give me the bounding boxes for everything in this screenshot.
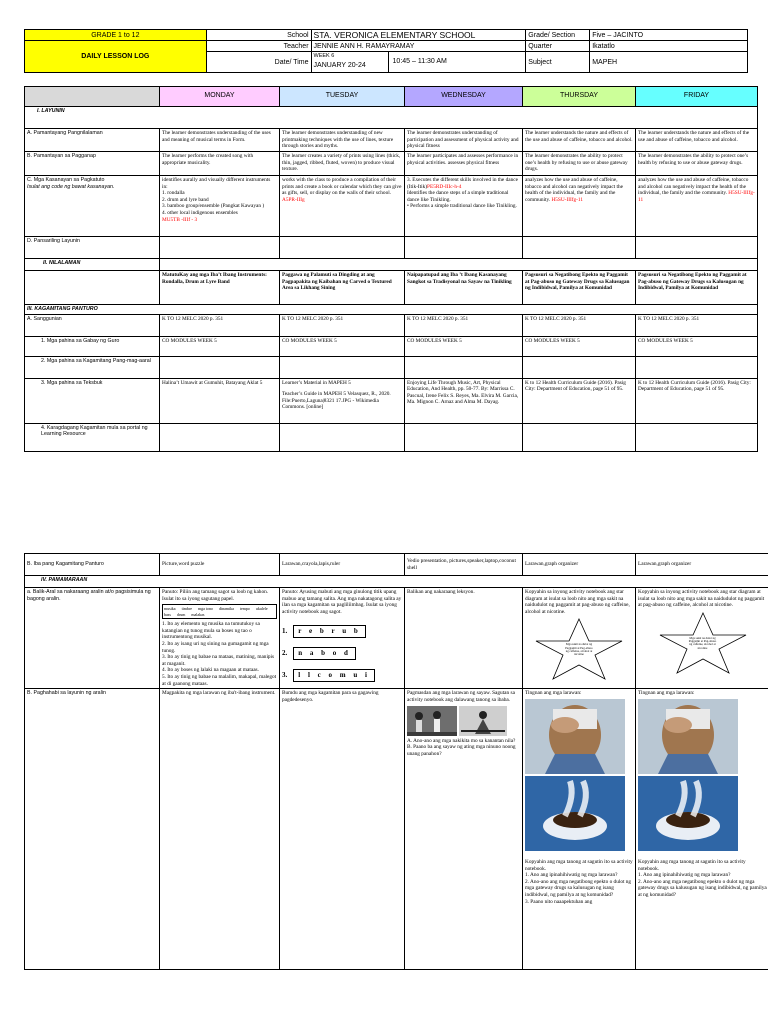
school-name: STA. VERONICA ELEMENTARY SCHOOL: [311, 30, 526, 41]
competency-code-mon: MU5TB -IIIf - 3: [162, 216, 198, 223]
cell-empty: [25, 271, 160, 305]
cell-empty: [636, 237, 758, 259]
competency-mon-line: 4. other local indigenous ensembles: [162, 210, 238, 217]
word-choice: drum: [176, 612, 186, 618]
scramble-number: 2.: [282, 649, 288, 658]
label-pansariling-layunin: D. Pansariling Layunin: [25, 237, 160, 259]
competency-mon-line: identifies aurally and visually different instruments in:: [162, 177, 271, 190]
nilalaman-thu: Pagsusuri sa Negatibong Epekto ng Paggamit at Pag-abuso ng Gateway Drugs sa Kalusugan ng Indibidwal, Pamilya at Komunidad: [523, 271, 636, 305]
paghahabi-fri-task: Kopyahin ang mga tanong at sagutin ito sa activity notebook.: [638, 858, 746, 872]
paghahabi-thu-task: Kopyahin ang mga tanong at sagutin ito sa activity notebook.: [525, 858, 633, 872]
paghahabi-thu-question: 1. Ano ang ipinahihiwatig ng mga larawan?: [525, 872, 618, 879]
balik-aral-mon-intro: Panuto: Piliin ang tamang sagot sa loob ng kahon. Isulat ito sa iyong sagutang papel.: [162, 589, 269, 602]
paghahabi-tue: Bumdu ang mga kagamitan para sa gagawing pagdedesenyo.: [280, 689, 405, 970]
balik-aral-mon: [160, 588, 280, 689]
section-layunin: I. LAYUNIN: [25, 107, 758, 129]
word-choice: malakas: [191, 612, 205, 618]
competency-thu: [523, 176, 636, 237]
content-standard-thu: The learner understands the nature and effects of the use and abuse of caffeine, tobacco and alcohol.: [523, 129, 636, 152]
competency-code-thu: H5SU-IIIfg-11: [551, 196, 584, 203]
scramble-word: n a b o d: [293, 647, 356, 660]
star-text: Mga sakit na dulot ng Paggamit at Pag-abuso ng caffeine, alcohol at nicotine: [688, 635, 717, 650]
competency-fri-text: analyzes how the use and abuse of caffeine, tobacco and alcohol can negatively impact the health of the individual, the family and the community.: [638, 177, 749, 197]
balik-aral-thu-text: Kopyahin sa inyong activity notebook ang star diagram at isulat sa loob nito ang mga sakit na naidudulot ng paggamit at pag-abuso ng caffeine, alcohol at nicotine.: [525, 589, 630, 615]
nilalaman-mon: MatutuKay ang mga Iba’t Ibang Instruments: Rondalla, Drum at Lyre Band: [160, 271, 280, 305]
nilalaman-wed: Naipapatupad ang Iba ’t Ibang Kasanayang Sangkot sa Tradisyonal na Sayaw na Tinikling: [405, 271, 523, 305]
paghahabi-thu-question: 3. Paano nito naaapektuhan ang: [525, 898, 593, 905]
grade-section-value: Five – JACINTO: [590, 30, 748, 41]
coffee-cup-photo: [638, 776, 738, 851]
sanggunian-fri: K TO 12 MELC 2020 p. 351: [636, 314, 758, 336]
dance-photo-1: [407, 706, 457, 736]
gabay-mon: CO MODULES WEEK 5: [160, 336, 280, 356]
competency-tue-text: works with the class to produce a compilation of their prints and create a book or calendar which they can give as gifts, sell, or display on the walls of their school.: [282, 177, 402, 197]
paghahabi-fri-intro: Tingnan ang mga larawan:: [638, 690, 695, 697]
balik-aral-thu: [523, 588, 636, 689]
label-gabay-ng-guro: 1. Mga pahina sa Gabay ng Guro: [25, 336, 160, 356]
teksbuk-fri: K to 12 Health Curriculum Guide (2016). Pasig City: Department of Education, page 51 of 95.: [636, 378, 758, 423]
iba-pang-fri: Larawan,graph organizer: [636, 554, 768, 576]
cell-empty: [160, 356, 280, 378]
paghahabi-wed-question: B. Paano ba ang sayaw ng ating mga ninuno noong unang panahon?: [407, 744, 516, 757]
label-pamantayang-pangnilalaman: A. Pamantayang Pangnilalaman: [25, 129, 160, 152]
word-choice: dinamika: [219, 606, 234, 612]
cell-empty: [636, 423, 758, 451]
label-balik-aral: a. Balik-Aral sa nakaraang aralin at/o pagsisimula ng bagong aralin.: [25, 588, 160, 689]
scrambled-words: [282, 625, 402, 681]
paghahabi-thu: [523, 689, 636, 970]
teacher-name: JENNIE ANN H. RAMAYRAMAY: [311, 41, 526, 52]
page-title: DAILY LESSON LOG: [25, 41, 207, 73]
cell-empty: [280, 356, 405, 378]
competency-wed: [405, 176, 523, 237]
teksbuk-tue-line: Teacher’s Guide in MAPEH 5 Velasquez, R., 2020. File:Puerto,Laguna|8321 17.JPG - Wikimedia Commons. [online]: [282, 391, 391, 411]
week-number: WEEK 6: [313, 53, 335, 59]
gabay-fri: CO MODULES WEEK 5: [636, 336, 758, 356]
paghahabi-thu-intro: Tingnan ang mga larawan:: [525, 690, 582, 697]
label-iba-pang-kagamitan: B. Iba pang Kagamitang Panturo: [25, 554, 160, 576]
label-sanggunian: A. Sanggunian: [25, 314, 160, 336]
day-wednesday: WEDNESDAY: [405, 87, 523, 107]
subject-value: MAPEH: [590, 52, 748, 73]
school-label: School: [206, 30, 311, 41]
cell-empty: [523, 356, 636, 378]
day-friday: FRIDAY: [636, 87, 758, 107]
cell-empty: [405, 237, 523, 259]
competency-code-wed: PE5RD-IIIc-h-4: [427, 183, 462, 190]
date-range: JANUARY 20-24: [313, 62, 366, 69]
section-kagamitang-panturo: III. KAGAMITANG PANTURO: [25, 305, 758, 315]
performance-standard-wed: The learner participates and assesses performance in physical activities. assesses physical fitness: [405, 152, 523, 176]
iba-pang-tue: Larawan,crayola,lapis,ruler: [280, 554, 405, 576]
sick-person-photo: [638, 699, 738, 774]
word-choice: mga tono: [198, 606, 214, 612]
scramble-number: 1.: [282, 627, 288, 636]
grade-section-label: Grade/ Section: [526, 30, 590, 41]
cell-empty: [280, 423, 405, 451]
lesson-table-page-1: [24, 86, 758, 452]
balik-aral-mon-item: 3. Ito ay tinig ng babae na mataas, matining, manipis at maganit.: [162, 654, 275, 667]
balik-aral-fri-text: Kopyahin sa inyong activity notebook ang star diagram at isulat sa loob nito ang mga sakit na naidudulot ng paggamit at pag-abuso ng caffeine, alcohol at nicotine.: [638, 589, 765, 609]
competency-code-fri: H5SU-IIIfg-11: [638, 190, 755, 203]
word-choice: ukulele: [255, 606, 268, 612]
date-time-label: Date/ Time: [206, 52, 311, 73]
cell-empty: [523, 423, 636, 451]
competency-mon-line: 3. bamboo group/ensemble (Pangkat Kawayan ): [162, 203, 265, 210]
sanggunian-thu: K TO 12 MELC 2020 p. 351: [523, 314, 636, 336]
label-kagamitang-pang-mag-aaral: 2. Mga pahina sa Kagamitang Pang-mag-aaral: [25, 356, 160, 378]
teksbuk-mon: Halina’t Umawit at Gumuhit, Batayang Aklat 5: [160, 378, 280, 423]
time-range: 10:45 – 11:30 AM: [392, 58, 447, 65]
gabay-wed: CO MODULES WEEK 5: [405, 336, 523, 356]
content-standard-tue: The learner demonstrates understanding of new printmaking techniques with the use of lines, texture through stories and myths.: [280, 129, 405, 152]
teksbuk-tue-line: Learner’s Material in MAPEH 5: [282, 379, 351, 386]
sick-person-photo: [525, 699, 625, 774]
paghahabi-fri-question: 1. Ano ang ipinahihiwatig ng mga larawan?: [638, 872, 731, 879]
competency-thu-text: analyzes how the use and abuse of caffeine, tobacco and alcohol can negatively impact the health of the individual, the family and the community.: [525, 177, 623, 203]
competency-mon-line: 2. drum and lyre band: [162, 196, 209, 203]
performance-standard-thu: The learner demonstrates the ability to protect one’s health by refusing to use or abuse gateway drugs.: [523, 152, 636, 176]
sanggunian-mon: K TO 12 MELC 2020 p. 351: [160, 314, 280, 336]
word-choice: bass: [164, 612, 171, 618]
cell-empty: [405, 356, 523, 378]
date-time-cell: [311, 52, 526, 73]
label-kasanayan-sub: Isulat ang code ng bawat kasanayan.: [27, 183, 115, 190]
content-standard-fri: The learner understands the nature and effects of the use and abuse of caffeine, tobacco and alcohol.: [636, 129, 758, 152]
nilalaman-tue: Paggawa ng Palamuti sa Dingding at ang Pagpapakita ng Kaibahan ng Carved o Textured Area sa Likhang Sining: [280, 271, 405, 305]
header-table: [24, 29, 748, 73]
teacher-label: Teacher: [206, 41, 311, 52]
balik-aral-fri: [636, 588, 768, 689]
quarter-value: Ikatatlo: [590, 41, 748, 52]
competency-wed-text: • Performs a simple traditional dance like Tinikling.: [407, 203, 517, 210]
sanggunian-wed: K TO 12 MELC 2020 p. 351: [405, 314, 523, 336]
paghahabi-wed-question: A. Ano-ano ang mga nakikita mo sa kanantan nila?: [407, 737, 516, 744]
competency-fri: [636, 176, 758, 237]
day-monday: MONDAY: [160, 87, 280, 107]
iba-pang-wed: Vedio presentation, pictures,speaker,laptop,coconut shell: [405, 554, 523, 576]
scramble-word: r e b r u b: [293, 625, 366, 638]
iba-pang-mon: Picture,word puzzle: [160, 554, 280, 576]
competency-tue: [280, 176, 405, 237]
cell-empty: [636, 356, 758, 378]
day-header-blank: [25, 87, 160, 107]
section-nilalaman: II. NILALAMAN: [25, 259, 160, 271]
dance-photos: [407, 706, 520, 736]
cell-empty: [280, 237, 405, 259]
word-choice: timbre: [181, 606, 193, 612]
balik-aral-tue-intro: Panuto: Ayusing mabuti ang mga ginulong titik upang mabuo ang tamang salita. Ang mga nakatagong salita ay ilan sa mga kagamitan sa pagliliimbag. Isulat sa iyong activity notebook ang sagot.: [282, 589, 402, 615]
balik-aral-tue: [280, 588, 405, 689]
balik-aral-mon-item: 1. Ito ay elemento ng musika na tumutukoy sa katangian ng tunog mula sa boses ng tao o instrumentong musikal.: [162, 621, 260, 641]
gabay-thu: CO MODULES WEEK 5: [523, 336, 636, 356]
paghahabi-fri-question: 2. Ano-ano ang mga negatibong epekto o dulot ng mga gateway drugs sa kalusugan ng isang indibidwal, ng pamilya at ng komunidad?: [638, 878, 767, 898]
paghahabi-fri: [636, 689, 768, 970]
cell-empty: [160, 423, 280, 451]
label-pamantayan-sa-pagganap: B. Pamantayan sa Pagganap: [25, 152, 160, 176]
competency-wed-text: 3. Executes the different skills involved in the dance (Itik-Itik): [407, 177, 518, 190]
day-thursday: THURSDAY: [523, 87, 636, 107]
paghahabi-thu-question: 2. Ano-ano ang mga negatibong epekto o dulot ng mga gateway drugs sa kalusugan ng isang indibidwal, ng pamilya at ng komunidad?: [525, 878, 632, 898]
performance-standard-mon: The learner performs the created song with appropriate musicality.: [160, 152, 280, 176]
coffee-cup-photo: [525, 776, 625, 851]
paghahabi-wed-intro: Pagmasdan ang mga larawan ng sayaw. Sagutan sa activity notebook ang dalawang tanong sa ibaba.: [407, 690, 515, 703]
grade-level: GRADE 1 to 12: [25, 30, 207, 41]
competency-wed-text: Identifies the dance steps of a simple traditional dance like Tinikling.: [407, 190, 509, 203]
word-box: [162, 604, 277, 619]
label-teksbuk: 3. Mga pahina sa Teksbuk: [25, 378, 160, 423]
competency-mon-line: 1. rondalla: [162, 190, 185, 197]
competency-mon: [160, 176, 280, 237]
scramble-number: 3.: [282, 670, 288, 679]
section-pamamaraan: IV. PAMAMARAAN: [25, 576, 768, 588]
content-standard-wed: The learner demonstrates understanding of participation and assessment of physical activity and physical fitness: [405, 129, 523, 152]
label-kasanayan: [25, 176, 160, 237]
balik-aral-wed: Balikan ang nakaraang leksyon.: [405, 588, 523, 689]
day-tuesday: TUESDAY: [280, 87, 405, 107]
sanggunian-tue: K TO 12 MELC 2020 p. 351: [280, 314, 405, 336]
cell-empty: [523, 237, 636, 259]
nilalaman-fri: Pagsusuri sa Negatibong Epekto ng Paggamit at Pag-abuso ng Gateway Drugs sa Kalusugan ng Indibidwal, Pamilya at Komunidad: [636, 271, 758, 305]
quarter-label: Quarter: [526, 41, 590, 52]
iba-pang-thu: Larawan,graph organizer: [523, 554, 636, 576]
performance-standard-tue: The learner creates a variety of prints using lines (thick, thin, jagged, ribbed, fluted, woven) to produce visual texture.: [280, 152, 405, 176]
teksbuk-wed: Enjoying Life Through Music, Art, Physical Education, And Health, pp. 50-77. By: Marrissa C. Pascual, Irene Felix S. Reyes, Ma. Elvira M. Garcia, Ma. Mignon C. Arnaz and Alma M. Dayag.: [405, 378, 523, 423]
competency-code-tue: A5PR-IIIg: [282, 196, 305, 203]
performance-standard-fri: The learner demonstrates the ability to protect one’s health by refusing to use or abuse gateway drugs.: [636, 152, 758, 176]
star-text: Mga sakit na dulot ng Paggamit at Pag-abuso ng caffeine, alcohol at nicotine: [565, 642, 593, 657]
balik-aral-mon-item: 2. Ito ay isang uri ng sining na gumagamit ng mga tunog.: [162, 641, 269, 654]
paghahabi-mon: Magpakita ng mga larawan ng iba't-ibang instrument.: [160, 689, 280, 970]
cell-empty: [160, 259, 758, 271]
gabay-tue: CO MODULES WEEK 5: [280, 336, 405, 356]
teksbuk-tue: [280, 378, 405, 423]
star-diagram: [658, 611, 748, 675]
balik-aral-mon-item: 5. Ito ay tinig ng babae na malalim, makapal, malegot at di gaanong mataas.: [162, 674, 277, 687]
scramble-word: l l c o m u i: [293, 669, 375, 682]
word-choice: musika: [164, 606, 176, 612]
subject-label: Subject: [526, 52, 590, 73]
lesson-table-page-2: [24, 553, 768, 970]
content-standard-mon: The learner demonstrates understanding of the uses and meaning of musical terms in Form.: [160, 129, 280, 152]
word-choice: tempo: [239, 606, 250, 612]
cell-empty: [405, 423, 523, 451]
star-diagram: [534, 617, 624, 681]
dance-photo-2: [459, 706, 507, 736]
balik-aral-mon-item: 4. Ito ay boses ng lalaki na magaan at mataas.: [162, 667, 259, 674]
label-kasanayan-main: C. Mga Kasanayan sa Pagkatuto: [27, 177, 105, 183]
label-learning-resource: 4. Karagdagang Kagamitan mula sa portal ng Learning Resource: [25, 423, 160, 451]
label-paghahabi: B. Paghahabi sa layunin ng aralin: [25, 689, 160, 970]
paghahabi-wed: [405, 689, 523, 970]
teksbuk-thu: K to 12 Health Curriculum Guide (2016). Pasig City: Department of Education, page 51 of 95.: [523, 378, 636, 423]
cell-empty: [160, 237, 280, 259]
